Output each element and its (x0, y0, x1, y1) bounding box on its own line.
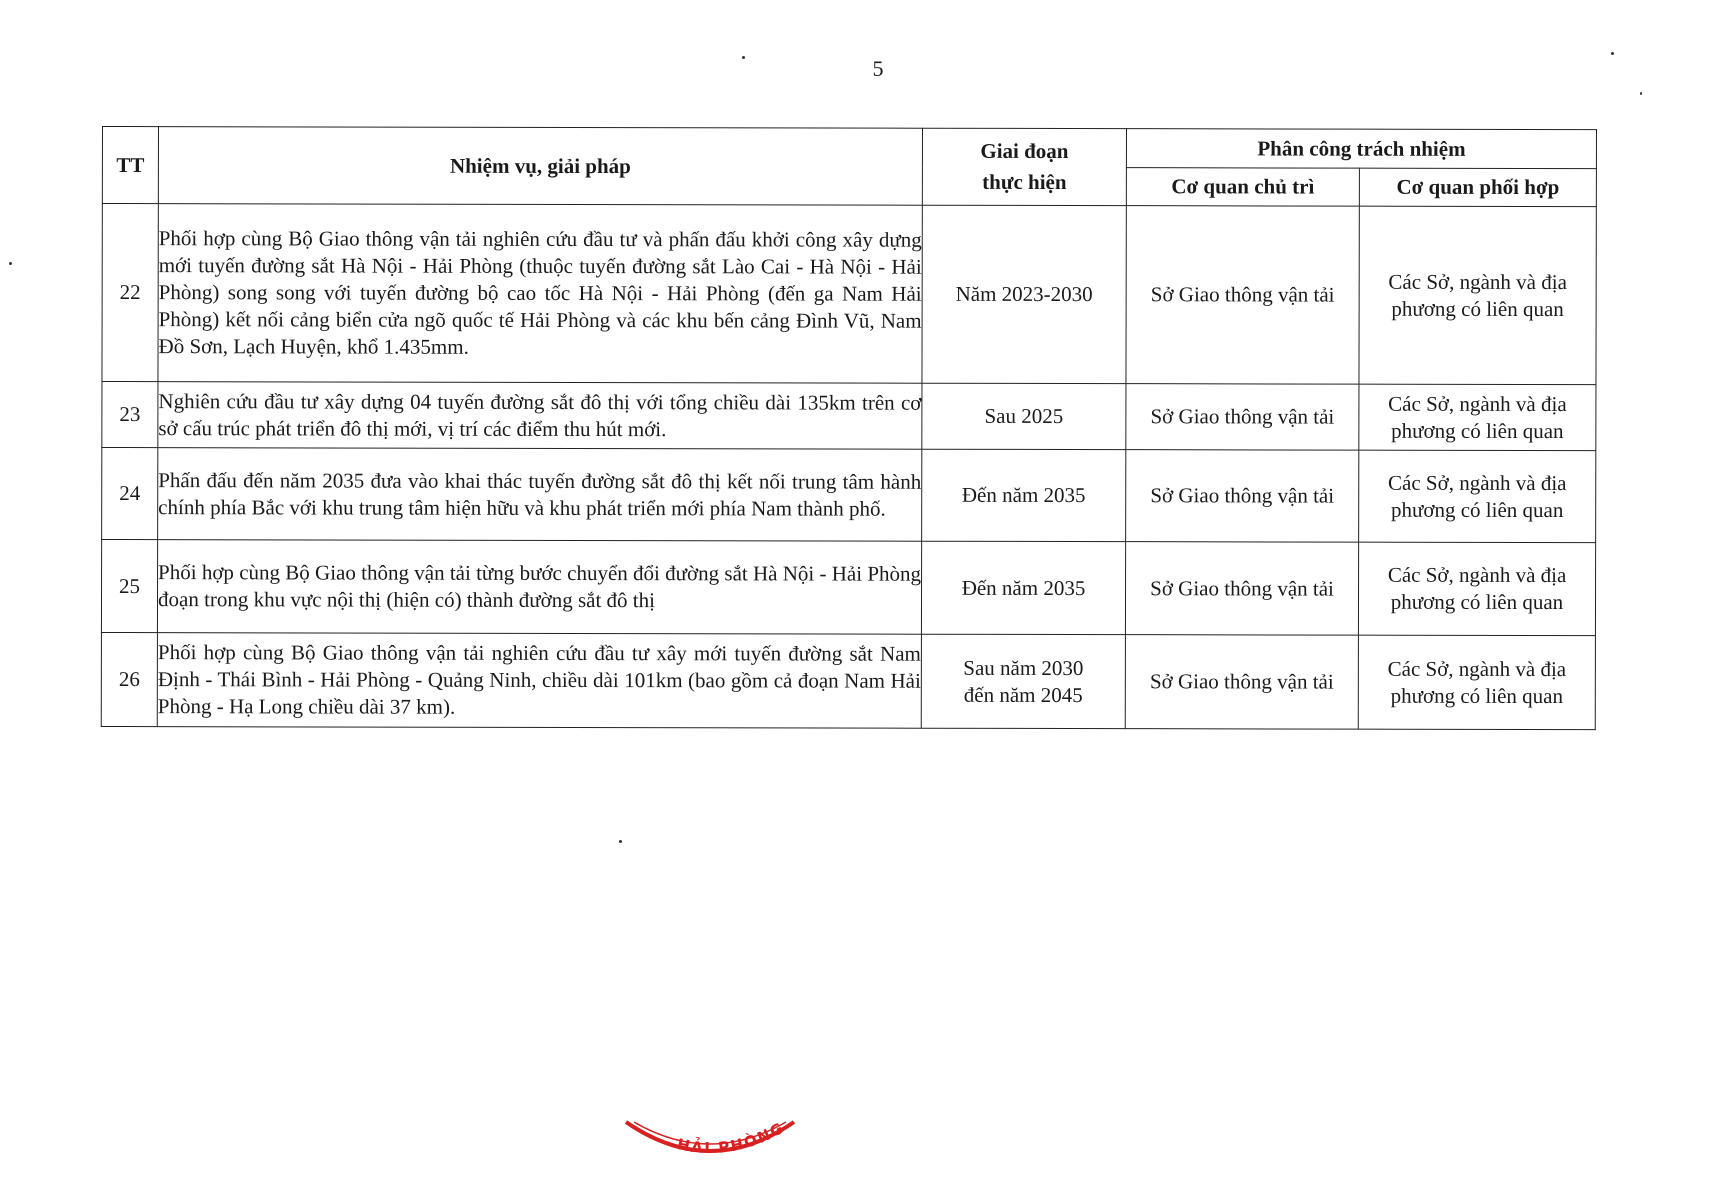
row-number: 24 (102, 448, 158, 540)
header-task: Nhiệm vụ, giải pháp (158, 127, 922, 206)
row-coordinating-agency (1359, 206, 1596, 384)
page-number: 5 (872, 56, 884, 81)
row-number: 23 (102, 382, 158, 448)
row-task: Nghiên cứu đầu tư xây dựng 04 tuyến đường sắt đô thị với tổng chiều dài 135km trên cơ sở cấu trúc phát triển đô thị mới, vị trí các điểm thu hút mới. (158, 382, 922, 450)
header-lead-agency: Cơ quan chủ trì (1126, 168, 1359, 206)
row-coordinating-agency (1359, 384, 1596, 450)
table-row (102, 448, 1596, 543)
row-number: 26 (101, 632, 157, 726)
row-phase (922, 205, 1126, 383)
row-lead-agency: Sở Giao thông vận tải (1125, 542, 1358, 635)
row-task: Phấn đấu đến năm 2035 đưa vào khai thác tuyến đường sắt đô thị kết nối trung tâm hành chính phía Bắc với khu trung tâm hiện hữu và khu phát triển mới phía Nam thành phố. (158, 448, 922, 542)
header-phase (922, 128, 1126, 205)
header-responsibility: Phân công trách nhiệm (1126, 129, 1596, 169)
row-coordinating-agency (1358, 542, 1595, 635)
row-task: Phối hợp cùng Bộ Giao thông vận tải từng bước chuyển đổi đường sắt Hà Nội - Hải Phòng đoạn trong khu vực nội thị (hiện có) thành đường sắt đô thị (157, 540, 921, 635)
row-phase (921, 634, 1125, 728)
table-row (101, 540, 1595, 636)
table-row (102, 382, 1596, 451)
row-coord-line1: Các Sở, ngành và địa (1388, 391, 1567, 416)
table-row (102, 204, 1596, 385)
row-phase (922, 383, 1126, 449)
scan-speck (742, 56, 745, 59)
scan-speck (619, 840, 622, 843)
row-number: 22 (102, 204, 158, 382)
row-phase (922, 449, 1126, 541)
row-task: Phối hợp cùng Bộ Giao thông vận tải nghiên cứu đầu tư xây mới tuyến đường sắt Nam Định - Thái Bình - Hải Phòng - Quảng Ninh, chiều dài 101km (bao gồm cả đoạn Nam Hải Phòng - Hạ Long chiều dài 37 km). (157, 633, 921, 729)
row-coord-line2: phương có liên quan (1390, 683, 1564, 708)
row-coord-line2: phương có liên quan (1391, 418, 1564, 443)
row-lead-agency: Sở Giao thông vận tải (1126, 206, 1359, 384)
row-lead-agency: Sở Giao thông vận tải (1125, 635, 1358, 729)
row-coord-line2: phương có liên quan (1390, 497, 1564, 522)
row-coord-line2: phương có liên quan (1391, 296, 1564, 321)
table-row (101, 632, 1595, 729)
red-seal-stamp (620, 1108, 800, 1188)
scan-speck (1640, 92, 1642, 95)
row-number: 25 (101, 540, 157, 633)
row-coord-line2: phương có liên quan (1390, 589, 1564, 615)
task-table (101, 126, 1597, 730)
row-phase-line1: Đến năm 2035 (961, 482, 1086, 508)
row-lead-agency: Sở Giao thông vận tải (1126, 450, 1359, 542)
row-coord-line1: Các Sở, ngành và địa (1387, 562, 1567, 588)
row-coordinating-agency (1358, 635, 1595, 729)
row-coordinating-agency (1359, 450, 1596, 542)
scan-speck (1611, 52, 1614, 55)
row-phase-line1: Sau 2025 (984, 403, 1064, 429)
header-phase-line1: Giai đoạn (980, 138, 1069, 164)
header-coordinating-agency: Cơ quan phối hợp (1359, 168, 1596, 206)
row-coord-line1: Các Sở, ngành và địa (1387, 656, 1567, 681)
header-phase-line2: thực hiện (982, 169, 1067, 195)
row-phase-line1: Năm 2023-2030 (955, 281, 1093, 307)
scan-speck (9, 262, 12, 265)
row-task: Phối hợp cùng Bộ Giao thông vận tải nghiên cứu đầu tư và phấn đấu khởi công xây dựng mới tuyến đường sắt Hà Nội - Hải Phòng (thuộc tuyến đường sắt Lào Cai - Hà Nội - Hải Phòng) song song với tuyến đường bộ cao tốc Hà Nội - Hải Phòng (đến ga Nam Hải Phòng) kết nối cảng biển cửa ngõ quốc tế Hải Phòng và các khu bến cảng Đình Vũ, Nam Đồ Sơn, Lạch Huyện, khổ 1.435mm. (158, 204, 922, 384)
row-phase-line1: Sau năm 2030 (963, 655, 1084, 680)
seal-text: HẢI PHÒNG (675, 1118, 788, 1158)
row-phase-line2: đến năm 2045 (963, 682, 1083, 707)
row-phase-line1: Đến năm 2035 (961, 575, 1086, 600)
table-header-row (102, 127, 1596, 169)
row-phase (921, 541, 1125, 634)
row-coord-line1: Các Sở, ngành và địa (1387, 470, 1567, 495)
header-tt: TT (102, 127, 158, 204)
row-coord-line1: Các Sở, ngành và địa (1388, 269, 1567, 294)
row-lead-agency: Sở Giao thông vận tải (1126, 384, 1359, 450)
